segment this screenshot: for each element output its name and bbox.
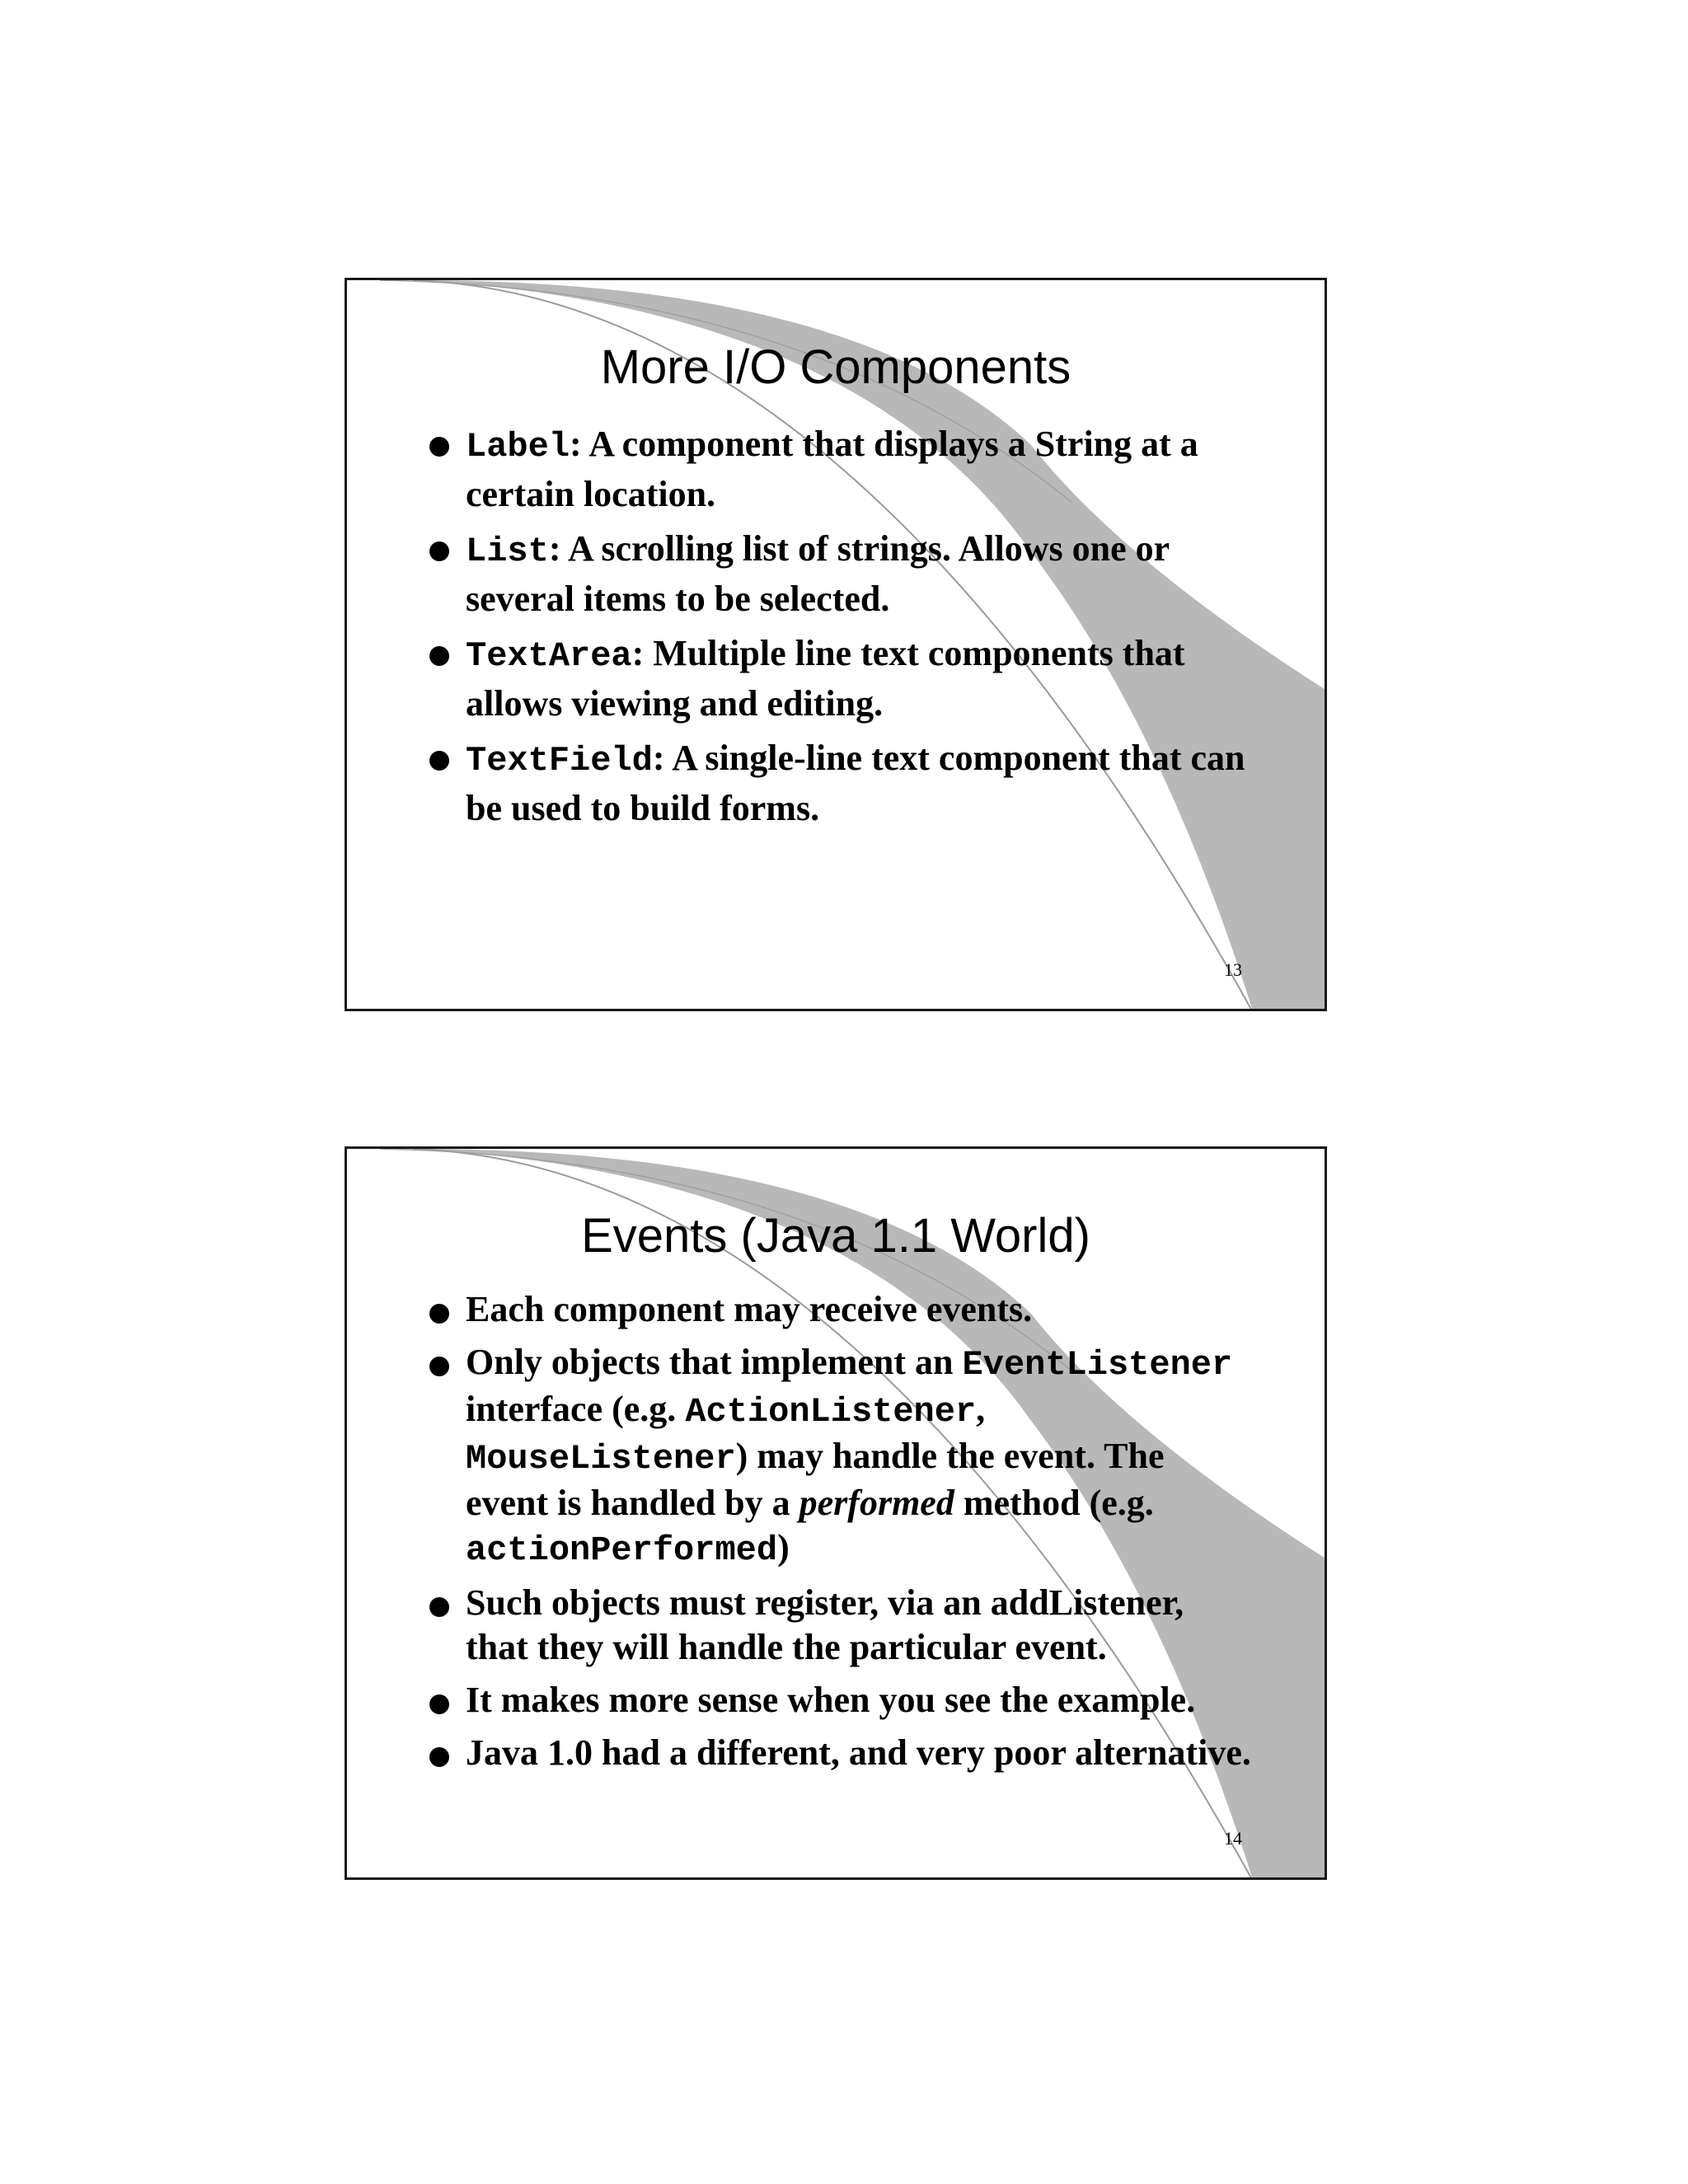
bullet-icon [429, 751, 449, 771]
code-term: TextField [466, 741, 653, 780]
bullet-text: method (e.g. [954, 1483, 1154, 1523]
bullet-text: : Multiple line text components that allows viewing and editing. [466, 633, 1185, 724]
bullet-text: ) [777, 1527, 790, 1568]
bullet-icon [429, 1747, 449, 1767]
bullet-item [428, 734, 1252, 832]
bullet-icon [429, 1304, 449, 1324]
code-term: EventListener [962, 1345, 1233, 1385]
bullet-text: ) may handle the event. The event is handled by a [466, 1436, 1165, 1523]
italic-term: performed [799, 1483, 954, 1523]
code-term: MouseListener [466, 1439, 736, 1479]
bullet-item [428, 1731, 1252, 1775]
bullet-text: : A single-line text component that can be used to build forms. [466, 738, 1245, 828]
bullet-icon [429, 1694, 449, 1714]
bullet-text: Such objects must register, via an addListener, that they will handle the particular event. [466, 1582, 1184, 1667]
code-term: ActionListener [685, 1392, 977, 1432]
bullet-icon [429, 1597, 449, 1617]
bullet-icon [429, 646, 449, 666]
bullet-item [428, 420, 1252, 518]
code-term: TextArea [466, 636, 632, 676]
bullet-text: Java 1.0 had a different, and very poor alternative. [466, 1732, 1251, 1773]
bullet-item [428, 1340, 1252, 1572]
bullet-text: : A component that displays a String at a certain location. [466, 424, 1198, 514]
bullet-list [428, 420, 1252, 839]
bullet-list [428, 1287, 1252, 1783]
slide-13 [345, 278, 1327, 1011]
bullet-icon [429, 437, 449, 457]
bullet-item [428, 1581, 1252, 1670]
code-term: List [466, 532, 549, 571]
page-number: 14 [1224, 1828, 1242, 1849]
bullet-item [428, 1287, 1252, 1332]
slide-14 [345, 1146, 1327, 1880]
bullet-text: Each component may receive events. [466, 1289, 1033, 1329]
code-term: Label [466, 427, 570, 466]
bullet-icon [429, 541, 449, 561]
bullet-text: Only objects that implement an [466, 1342, 963, 1382]
slide-title: More I/O Components [600, 340, 1071, 394]
bullet-item [428, 630, 1252, 728]
bullet-text: , [976, 1389, 986, 1429]
bullet-text: interface (e.g. [466, 1389, 686, 1429]
bullet-icon [429, 1357, 449, 1376]
page-number: 13 [1224, 959, 1242, 980]
slide-title: Events (Java 1.1 World) [581, 1209, 1090, 1263]
code-term: actionPerformed [466, 1530, 778, 1570]
bullet-item [428, 525, 1252, 623]
bullet-text: It makes more sense when you see the example. [466, 1680, 1196, 1720]
bullet-item [428, 1678, 1252, 1722]
bullet-text: : A scrolling list of strings. Allows one or several items to be selected. [466, 528, 1170, 619]
